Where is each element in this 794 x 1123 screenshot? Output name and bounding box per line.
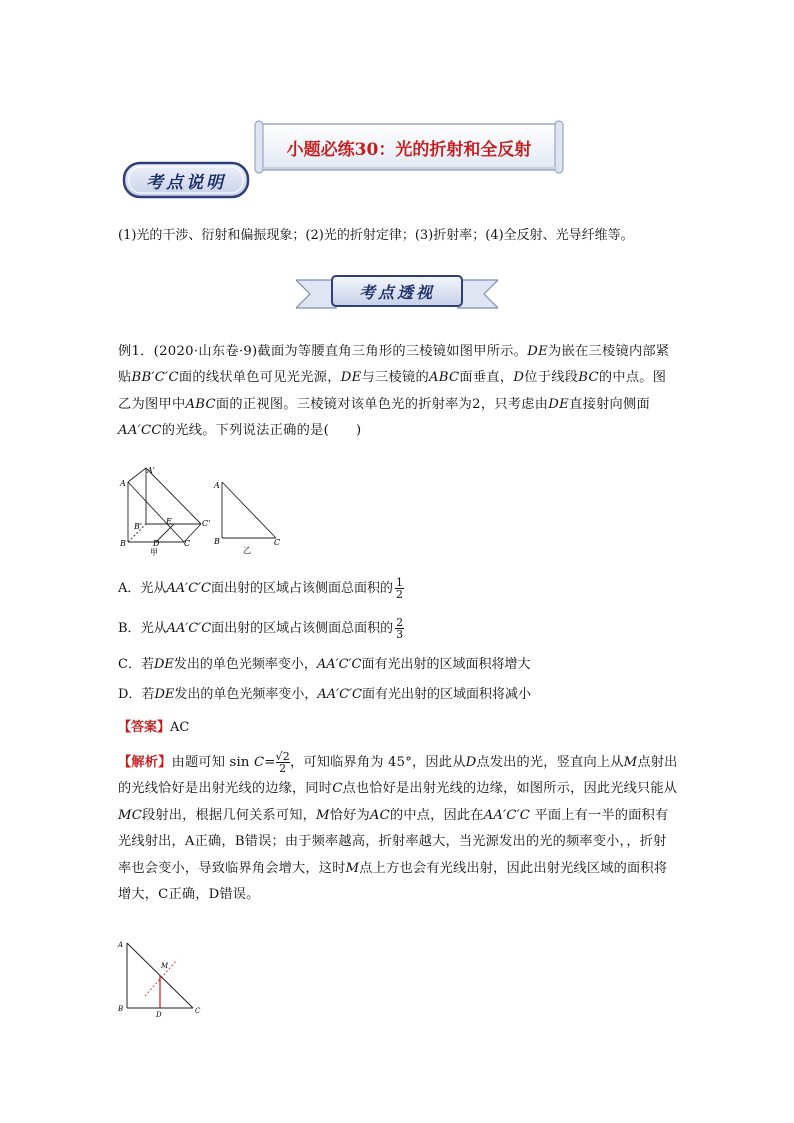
fig3-label: M [161, 962, 169, 970]
fig1-label: C [184, 539, 191, 548]
fig3-label: A [118, 941, 124, 949]
option-b[interactable]: B．光从AA′C′C面出射的区域占该侧面总面积的 $\frac{2}{3}$ [118, 616, 404, 641]
section-badge-perspective-label: 考点透视 [358, 282, 435, 302]
fig1-label: C' [202, 519, 211, 528]
answer-line [118, 718, 189, 738]
page-title: 小题必练30：光的折射和全反射 [286, 139, 532, 160]
figure-prism-jia [116, 462, 216, 556]
fig1-label: B' [134, 522, 143, 531]
option-c[interactable]: C．若DE发出的单色光频率变小，AA′C′C面有光出射的区域面积将增大 [118, 657, 531, 672]
fig3-label: C [195, 1007, 201, 1015]
fraction-2-3: $\frac{2}{3}$ [396, 616, 404, 641]
fig2-caption: 乙 [243, 546, 251, 555]
figure-triangle-yi [210, 478, 286, 556]
fig3-label: B [118, 1005, 124, 1013]
analysis-paragraph: 【解析】由题可知 sin C= $\frac{√2}{2}$ ，可知临界角为 45°，因此从D点发出的光，竖直向上从M点射出的光线恰好是出射光线的边缘，同时C点也恰好是出射光线的边缘，如图所示，因此光线只能从MC段射出，根据几何关系可知，M恰好为AC的中点，因此在AA′C′C 平面上有一半的面积有光线射出，A正确，B错误；由于频率越高，折射率越大，当光源发出的光的频率变小，，折射率也会变小，导致临界角会增大，这时M点上方也会有光线出射，因此出射光线区域的面积将增大，C正确，D错误。 [118, 750, 678, 903]
fig2-label: B [214, 537, 220, 546]
figure-solution-triangle [115, 938, 210, 1020]
fig1-caption: 甲 [150, 548, 158, 556]
option-d[interactable]: D．若DE发出的单色光频率变小，AA′C′C面有光出射的区域面积将减小 [118, 687, 531, 702]
fraction-sqrt2-over-2: $\frac{√2}{2}$ [275, 750, 290, 775]
option-a[interactable]: A．光从AA′C′C面出射的区域占该侧面总面积的 $\frac{1}{2}$ [118, 576, 403, 601]
topic-description: (1)光的干涉、衍射和偏振现象；(2)光的折射定律；(3)折射率；(4)全反射、光导纤维等。 [118, 228, 634, 243]
fig1-label: A' [147, 466, 155, 475]
section-badge-explanation-label: 考点说明 [146, 172, 226, 193]
fig1-label: E [166, 517, 172, 526]
example-question: 例1．(2020·山东卷·9)截面为等腰直角三角形的三棱镜如图甲所示。DE为嵌在三棱镜内部紧贴BB′C′C面的线状单色可见光光源，DE与三棱镜的ABC面垂直，D位于线段BC的中点。图乙为图甲中ABC面的正视图。三棱镜对该单色光的折射率为2，只考虑由DE直接射向侧面AA′CC的光线。下列说法正确的是( ) [118, 344, 670, 439]
fig3-label: D [156, 1011, 162, 1019]
fig2-label: C [274, 538, 281, 547]
fig2-label: A [214, 481, 220, 490]
fig1-label: B [120, 539, 126, 548]
fig1-label: A [120, 479, 126, 488]
answer-value: AC [170, 720, 190, 735]
analysis-tag: 【解析】 [118, 755, 172, 770]
fraction-1-2: $\frac{1}{2}$ [396, 576, 403, 601]
fig1-label: D [153, 539, 160, 548]
answer-tag: 【答案】 [118, 720, 171, 735]
